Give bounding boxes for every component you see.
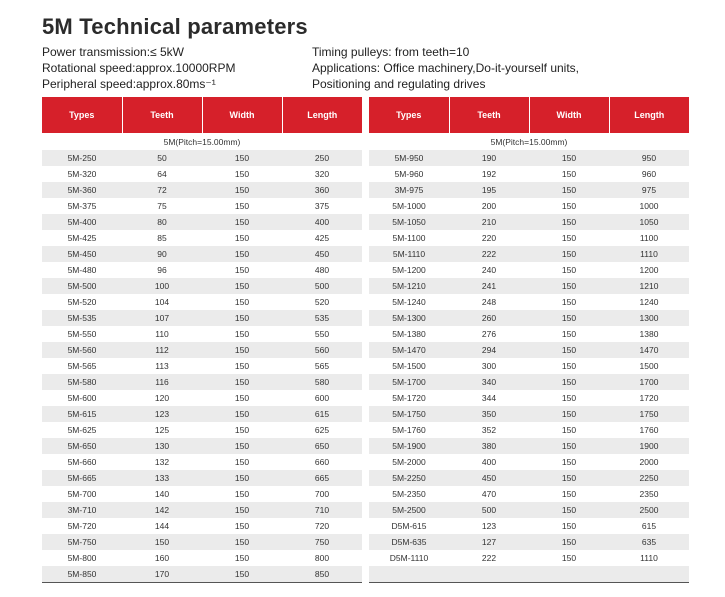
table-row	[42, 470, 362, 486]
cell-width: 150	[529, 166, 609, 182]
table-row	[42, 390, 362, 406]
cell-teeth: 90	[122, 246, 202, 262]
cell-type: 5M-1110	[369, 246, 449, 262]
cell-width: 150	[202, 438, 282, 454]
table-row	[42, 150, 362, 166]
cell-width: 150	[202, 454, 282, 470]
table-row	[42, 294, 362, 310]
cell-length: 1720	[609, 390, 689, 406]
cell-type: 5M-950	[369, 150, 449, 166]
table-row	[369, 390, 689, 406]
cell-length: 1300	[609, 310, 689, 326]
cell-type: 5M-600	[42, 390, 122, 406]
cell-type: 5M-1750	[369, 406, 449, 422]
table-row	[369, 294, 689, 310]
cell-type: 5M-700	[42, 486, 122, 502]
cell-teeth: 75	[122, 198, 202, 214]
cell-teeth: 144	[122, 518, 202, 534]
header-width: Width	[529, 97, 609, 133]
cell-width: 150	[202, 262, 282, 278]
cell-width: 150	[202, 166, 282, 182]
table-row	[369, 150, 689, 166]
cell-type: 5M-625	[42, 422, 122, 438]
cell-width: 150	[202, 422, 282, 438]
table-row	[42, 198, 362, 214]
cell-type: 5M-2000	[369, 454, 449, 470]
cell-type: 5M-800	[42, 550, 122, 566]
cell-length: 535	[282, 310, 362, 326]
table-row	[42, 438, 362, 454]
table-row	[369, 278, 689, 294]
cell-width: 150	[529, 406, 609, 422]
cell-teeth: 352	[449, 422, 529, 438]
cell-teeth: 192	[449, 166, 529, 182]
cell-type: 5M-320	[42, 166, 122, 182]
cell-type: 5M-650	[42, 438, 122, 454]
pitch-label: 5M(Pitch=15.00mm)	[369, 133, 689, 150]
cell-teeth: 125	[122, 422, 202, 438]
cell-teeth: 116	[122, 374, 202, 390]
cell-length: 615	[282, 406, 362, 422]
cell-length: 550	[282, 326, 362, 342]
cell-length: 2000	[609, 454, 689, 470]
cell-type: 5M-425	[42, 230, 122, 246]
header-teeth: Teeth	[122, 97, 202, 133]
cell-teeth: 500	[449, 502, 529, 518]
table-row	[42, 550, 362, 566]
cell-type: D5M-615	[369, 518, 449, 534]
cell-empty	[609, 566, 689, 583]
cell-type: 5M-660	[42, 454, 122, 470]
cell-length: 665	[282, 470, 362, 486]
cell-teeth: 107	[122, 310, 202, 326]
cell-length: 975	[609, 182, 689, 198]
cell-teeth: 96	[122, 262, 202, 278]
cell-type: 5M-580	[42, 374, 122, 390]
table-row	[369, 230, 689, 246]
cell-teeth: 64	[122, 166, 202, 182]
cell-type: 5M-615	[42, 406, 122, 422]
cell-width: 150	[529, 310, 609, 326]
table-row	[369, 342, 689, 358]
cell-width: 150	[202, 246, 282, 262]
table-row	[42, 406, 362, 422]
cell-type: 5M-480	[42, 262, 122, 278]
cell-length: 560	[282, 342, 362, 358]
table-row	[369, 502, 689, 518]
table-row	[369, 422, 689, 438]
table-header-row	[369, 97, 689, 133]
cell-teeth: 200	[449, 198, 529, 214]
spec-power-transmission: Power transmission:≤ 5kW	[42, 45, 184, 59]
cell-teeth: 85	[122, 230, 202, 246]
table-row	[369, 438, 689, 454]
cell-type: 5M-1210	[369, 278, 449, 294]
cell-teeth: 210	[449, 214, 529, 230]
pitch-row	[369, 133, 689, 150]
cell-teeth: 380	[449, 438, 529, 454]
cell-length: 625	[282, 422, 362, 438]
header-types: Types	[369, 97, 449, 133]
cell-length: 375	[282, 198, 362, 214]
cell-teeth: 112	[122, 342, 202, 358]
cell-length: 2500	[609, 502, 689, 518]
table-row	[42, 342, 362, 358]
header-length: Length	[609, 97, 689, 133]
cell-length: 1110	[609, 246, 689, 262]
table-row	[42, 246, 362, 262]
cell-teeth: 470	[449, 486, 529, 502]
spec-applications-cont: Positioning and regulating drives	[312, 77, 486, 91]
cell-width: 150	[529, 342, 609, 358]
table-row	[42, 182, 362, 198]
cell-length: 500	[282, 278, 362, 294]
cell-teeth: 248	[449, 294, 529, 310]
cell-teeth: 127	[449, 534, 529, 550]
parameters-table-left	[42, 97, 362, 583]
cell-length: 450	[282, 246, 362, 262]
cell-teeth: 80	[122, 214, 202, 230]
cell-teeth: 132	[122, 454, 202, 470]
specs-left	[42, 44, 235, 92]
table-row	[369, 198, 689, 214]
cell-width: 150	[529, 374, 609, 390]
cell-width: 150	[202, 326, 282, 342]
table-row	[42, 214, 362, 230]
table-row	[42, 358, 362, 374]
table-row	[42, 422, 362, 438]
table-row	[369, 406, 689, 422]
cell-length: 950	[609, 150, 689, 166]
cell-length: 2350	[609, 486, 689, 502]
cell-width: 150	[529, 214, 609, 230]
specs-right	[312, 44, 579, 92]
cell-type: 5M-665	[42, 470, 122, 486]
cell-width: 150	[529, 422, 609, 438]
cell-length: 850	[282, 566, 362, 583]
cell-teeth: 240	[449, 262, 529, 278]
cell-length: 750	[282, 534, 362, 550]
cell-teeth: 195	[449, 182, 529, 198]
pitch-label: 5M(Pitch=15.00mm)	[42, 133, 362, 150]
table-row	[42, 486, 362, 502]
cell-teeth: 450	[449, 470, 529, 486]
cell-teeth: 294	[449, 342, 529, 358]
cell-length: 1700	[609, 374, 689, 390]
cell-width: 150	[529, 390, 609, 406]
cell-width: 150	[529, 486, 609, 502]
table-row	[369, 470, 689, 486]
cell-type: 5M-850	[42, 566, 122, 583]
cell-length: 565	[282, 358, 362, 374]
cell-length: 250	[282, 150, 362, 166]
cell-type: 5M-1900	[369, 438, 449, 454]
cell-type: 5M-1050	[369, 214, 449, 230]
table-row	[42, 566, 362, 583]
cell-type: 5M-535	[42, 310, 122, 326]
cell-teeth: 104	[122, 294, 202, 310]
cell-teeth: 222	[449, 550, 529, 566]
table-row	[369, 534, 689, 550]
cell-width: 150	[202, 358, 282, 374]
cell-width: 150	[529, 454, 609, 470]
table-row	[369, 310, 689, 326]
cell-teeth: 133	[122, 470, 202, 486]
cell-width: 150	[529, 518, 609, 534]
cell-type: 3M-975	[369, 182, 449, 198]
cell-teeth: 113	[122, 358, 202, 374]
cell-teeth: 220	[449, 230, 529, 246]
cell-type: 5M-960	[369, 166, 449, 182]
cell-width: 150	[202, 470, 282, 486]
cell-type: 5M-550	[42, 326, 122, 342]
cell-width: 150	[202, 310, 282, 326]
cell-teeth: 123	[449, 518, 529, 534]
cell-teeth: 190	[449, 150, 529, 166]
spec-timing-pulleys: Timing pulleys: from teeth=10	[312, 45, 470, 59]
cell-length: 1050	[609, 214, 689, 230]
cell-teeth: 340	[449, 374, 529, 390]
cell-width: 150	[529, 326, 609, 342]
cell-length: 1210	[609, 278, 689, 294]
cell-length: 1240	[609, 294, 689, 310]
cell-type: 5M-2500	[369, 502, 449, 518]
header-width: Width	[202, 97, 282, 133]
cell-width: 150	[202, 278, 282, 294]
cell-type: 5M-400	[42, 214, 122, 230]
cell-empty	[529, 566, 609, 583]
spec-rotational-speed: Rotational speed:approx.10000RPM	[42, 61, 236, 75]
cell-length: 360	[282, 182, 362, 198]
cell-length: 1200	[609, 262, 689, 278]
cell-length: 1470	[609, 342, 689, 358]
cell-width: 150	[202, 550, 282, 566]
cell-length: 425	[282, 230, 362, 246]
table-row	[42, 278, 362, 294]
pitch-row	[42, 133, 362, 150]
cell-width: 150	[202, 214, 282, 230]
cell-type: 5M-1100	[369, 230, 449, 246]
cell-width: 150	[202, 518, 282, 534]
cell-length: 1750	[609, 406, 689, 422]
cell-type: 5M-250	[42, 150, 122, 166]
cell-teeth: 50	[122, 150, 202, 166]
cell-type: 5M-1300	[369, 310, 449, 326]
table-header-row	[42, 97, 362, 133]
cell-length: 1760	[609, 422, 689, 438]
cell-type: 3M-710	[42, 502, 122, 518]
table-row	[369, 374, 689, 390]
table-row	[369, 518, 689, 534]
cell-length: 580	[282, 374, 362, 390]
cell-teeth: 300	[449, 358, 529, 374]
cell-width: 150	[202, 294, 282, 310]
table-row	[42, 518, 362, 534]
cell-width: 150	[202, 406, 282, 422]
cell-width: 150	[529, 438, 609, 454]
cell-length: 320	[282, 166, 362, 182]
cell-type: 5M-1000	[369, 198, 449, 214]
table-row	[42, 326, 362, 342]
cell-width: 150	[529, 230, 609, 246]
cell-teeth: 130	[122, 438, 202, 454]
header-types: Types	[42, 97, 122, 133]
cell-teeth: 276	[449, 326, 529, 342]
cell-type: 5M-750	[42, 534, 122, 550]
cell-length: 635	[609, 534, 689, 550]
cell-width: 150	[202, 486, 282, 502]
cell-length: 1110	[609, 550, 689, 566]
header-length: Length	[282, 97, 362, 133]
cell-teeth: 350	[449, 406, 529, 422]
cell-length: 400	[282, 214, 362, 230]
table-row	[42, 262, 362, 278]
cell-teeth: 241	[449, 278, 529, 294]
cell-width: 150	[529, 294, 609, 310]
table-row	[42, 454, 362, 470]
cell-empty	[449, 566, 529, 583]
cell-type: 5M-1240	[369, 294, 449, 310]
cell-teeth: 260	[449, 310, 529, 326]
cell-width: 150	[529, 550, 609, 566]
header-teeth: Teeth	[449, 97, 529, 133]
cell-width: 150	[202, 230, 282, 246]
table-row	[42, 310, 362, 326]
cell-type: 5M-720	[42, 518, 122, 534]
cell-teeth: 72	[122, 182, 202, 198]
cell-length: 1380	[609, 326, 689, 342]
parameters-table-right	[369, 97, 689, 583]
cell-length: 710	[282, 502, 362, 518]
cell-type: 5M-1200	[369, 262, 449, 278]
table-row-empty	[369, 566, 689, 583]
table-row	[369, 262, 689, 278]
cell-teeth: 170	[122, 566, 202, 583]
cell-width: 150	[202, 566, 282, 583]
cell-length: 480	[282, 262, 362, 278]
cell-type: 5M-450	[42, 246, 122, 262]
cell-type: 5M-1380	[369, 326, 449, 342]
cell-width: 150	[202, 150, 282, 166]
cell-teeth: 150	[122, 534, 202, 550]
cell-length: 960	[609, 166, 689, 182]
cell-length: 1100	[609, 230, 689, 246]
cell-length: 800	[282, 550, 362, 566]
cell-width: 150	[529, 358, 609, 374]
cell-width: 150	[529, 150, 609, 166]
cell-width: 150	[202, 534, 282, 550]
cell-teeth: 160	[122, 550, 202, 566]
table-row	[369, 454, 689, 470]
cell-type: 5M-520	[42, 294, 122, 310]
cell-type: 5M-360	[42, 182, 122, 198]
table-row	[42, 230, 362, 246]
table-row	[42, 374, 362, 390]
cell-width: 150	[202, 374, 282, 390]
table-row	[369, 550, 689, 566]
cell-width: 150	[529, 534, 609, 550]
cell-type: 5M-2250	[369, 470, 449, 486]
cell-teeth: 123	[122, 406, 202, 422]
table-row	[42, 166, 362, 182]
cell-width: 150	[529, 246, 609, 262]
cell-length: 2250	[609, 470, 689, 486]
cell-width: 150	[202, 390, 282, 406]
cell-length: 1500	[609, 358, 689, 374]
cell-type: 5M-1700	[369, 374, 449, 390]
table-row	[369, 246, 689, 262]
cell-teeth: 344	[449, 390, 529, 406]
cell-length: 600	[282, 390, 362, 406]
cell-width: 150	[529, 262, 609, 278]
table-row	[369, 182, 689, 198]
cell-width: 150	[529, 470, 609, 486]
table-row	[369, 358, 689, 374]
cell-width: 150	[202, 502, 282, 518]
cell-width: 150	[202, 342, 282, 358]
cell-width: 150	[529, 198, 609, 214]
table-row	[42, 534, 362, 550]
cell-type: 5M-565	[42, 358, 122, 374]
cell-type: 5M-1720	[369, 390, 449, 406]
cell-teeth: 222	[449, 246, 529, 262]
cell-type: 5M-500	[42, 278, 122, 294]
cell-length: 720	[282, 518, 362, 534]
table-row	[369, 214, 689, 230]
cell-width: 150	[529, 182, 609, 198]
page-title: 5M Technical parameters	[42, 14, 308, 39]
table-row	[42, 502, 362, 518]
cell-type: D5M-1110	[369, 550, 449, 566]
table-row	[369, 486, 689, 502]
cell-width: 150	[529, 502, 609, 518]
cell-type: D5M-635	[369, 534, 449, 550]
cell-type: 5M-1760	[369, 422, 449, 438]
cell-length: 700	[282, 486, 362, 502]
cell-teeth: 400	[449, 454, 529, 470]
cell-type: 5M-1500	[369, 358, 449, 374]
cell-width: 150	[202, 198, 282, 214]
cell-type: 5M-1470	[369, 342, 449, 358]
cell-teeth: 120	[122, 390, 202, 406]
cell-teeth: 110	[122, 326, 202, 342]
cell-type: 5M-375	[42, 198, 122, 214]
spec-applications: Applications: Office machinery,Do-it-yourself units,	[312, 61, 579, 75]
table-row	[369, 166, 689, 182]
table-row	[369, 326, 689, 342]
cell-length: 1000	[609, 198, 689, 214]
cell-length: 660	[282, 454, 362, 470]
cell-length: 1900	[609, 438, 689, 454]
cell-teeth: 100	[122, 278, 202, 294]
cell-type: 5M-560	[42, 342, 122, 358]
cell-width: 150	[529, 278, 609, 294]
cell-width: 150	[202, 182, 282, 198]
cell-type: 5M-2350	[369, 486, 449, 502]
cell-empty	[369, 566, 449, 583]
spec-peripheral-speed: Peripheral speed:approx.80ms⁻¹	[42, 77, 216, 91]
cell-length: 650	[282, 438, 362, 454]
cell-length: 615	[609, 518, 689, 534]
cell-teeth: 142	[122, 502, 202, 518]
cell-length: 520	[282, 294, 362, 310]
cell-teeth: 140	[122, 486, 202, 502]
